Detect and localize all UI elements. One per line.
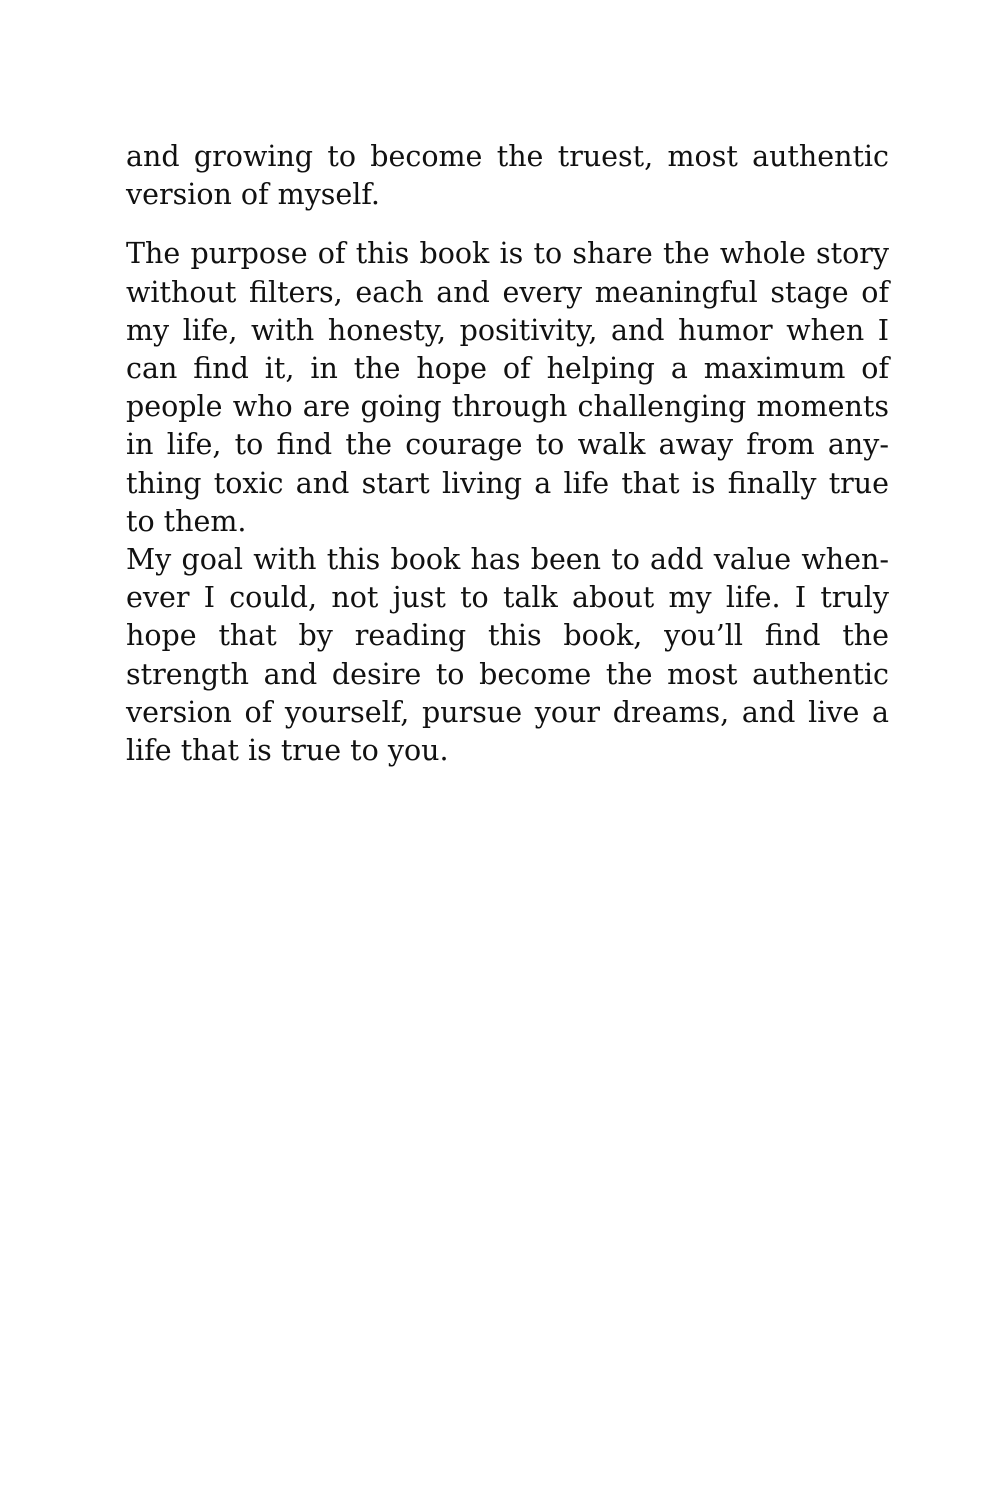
paragraph-continuation: and growing to become the truest, most authentic version of myself.	[126, 140, 889, 212]
body-text	[126, 138, 889, 770]
paragraph-purpose: The purpose of this book is to share the whole story without filters, each and every meaningful stage of my life, with honesty, positivity, and humor when I can find it, in the hope of helping a maximum of people who are going through challenging moments in life, to find the courage to walk away from anything toxic and start living a life that is finally true to them.	[126, 237, 889, 538]
paragraph-goal: My goal with this book has been to add value whenever I could, not just to talk about my life. I truly hope that by reading this book, you’ll find the strength and desire to become the most authentic version of yourself, pursue your dreams, and live a life that is true to you.	[126, 543, 889, 768]
